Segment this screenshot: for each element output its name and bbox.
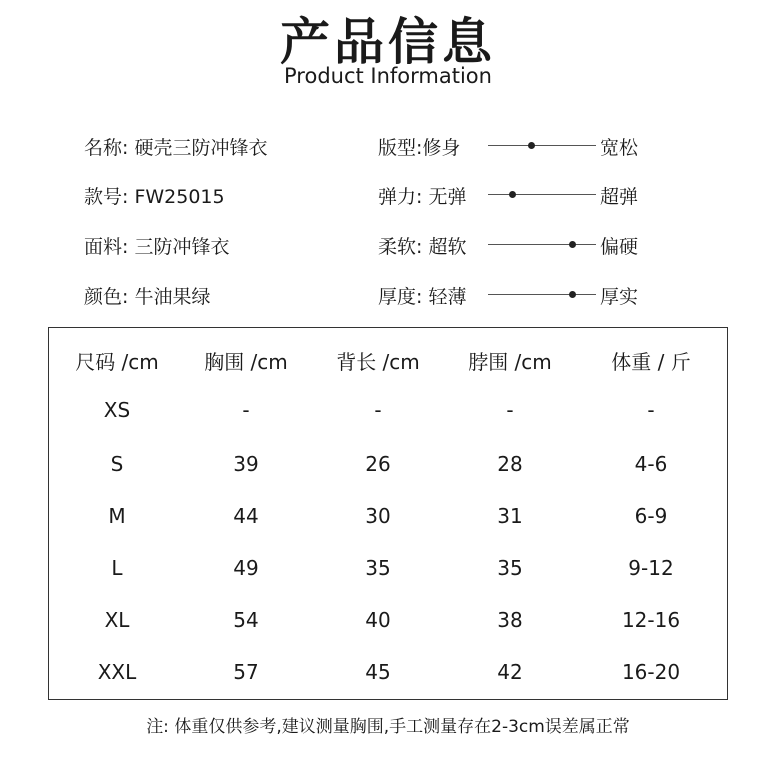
info-style-number bbox=[84, 182, 225, 209]
table-header-cell: 脖围 /cm bbox=[468, 350, 552, 374]
table-cell: XS bbox=[103, 398, 131, 422]
info-fabric-value: 三防冲锋衣 bbox=[134, 236, 230, 258]
table-cell: S bbox=[110, 452, 124, 476]
attribute-softness bbox=[378, 232, 678, 262]
size-table bbox=[48, 327, 728, 700]
info-color-label: 颜色: bbox=[84, 286, 129, 308]
table-header-cell: 背长 /cm bbox=[336, 350, 420, 374]
table-cell: 9-12 bbox=[628, 556, 674, 580]
attribute-thickness-marker bbox=[569, 291, 576, 298]
attribute-elasticity-track bbox=[488, 194, 596, 195]
table-cell: 54 bbox=[233, 608, 259, 632]
table-cell: - bbox=[242, 398, 250, 422]
attribute-elasticity bbox=[378, 182, 678, 212]
attribute-softness-high: 偏硬 bbox=[600, 236, 639, 258]
table-cell: 28 bbox=[497, 452, 523, 476]
table-cell: 39 bbox=[233, 452, 259, 476]
attribute-softness-marker bbox=[569, 241, 576, 248]
table-cell: 42 bbox=[497, 660, 523, 684]
table-header-cell: 体重 / 斤 bbox=[611, 350, 691, 374]
table-cell: XL bbox=[104, 608, 130, 632]
table-header-cell: 尺码 /cm bbox=[75, 350, 159, 374]
table-cell: 16-20 bbox=[621, 660, 681, 684]
attribute-fit-track bbox=[488, 145, 596, 146]
page-title: 产品信息 bbox=[280, 13, 496, 71]
info-style-number-value: FW25015 bbox=[134, 186, 225, 208]
table-cell: - bbox=[506, 398, 514, 422]
table-cell: 35 bbox=[365, 556, 391, 580]
attribute-elasticity-label: 弹力: 无弹 bbox=[378, 186, 467, 208]
table-cell: 38 bbox=[497, 608, 523, 632]
table-cell: 44 bbox=[233, 504, 259, 528]
page-subtitle: Product Information bbox=[284, 64, 492, 88]
attribute-fit-high: 宽松 bbox=[600, 137, 639, 159]
table-cell: L bbox=[111, 556, 123, 580]
attribute-thickness-high: 厚实 bbox=[600, 286, 639, 308]
table-cell: XXL bbox=[97, 660, 137, 684]
table-cell: 49 bbox=[233, 556, 259, 580]
table-cell: M bbox=[108, 504, 126, 528]
info-color-value: 牛油果绿 bbox=[134, 286, 211, 308]
table-cell: 4-6 bbox=[634, 452, 668, 476]
table-cell: 6-9 bbox=[634, 504, 668, 528]
info-style-number-label: 款号: bbox=[84, 186, 129, 208]
info-name-value: 硬壳三防冲锋衣 bbox=[134, 137, 268, 159]
table-cell: 31 bbox=[497, 504, 523, 528]
table-cell: 12-16 bbox=[621, 608, 681, 632]
table-cell: 30 bbox=[365, 504, 391, 528]
attribute-fit bbox=[378, 133, 678, 163]
info-fabric-label: 面料: bbox=[84, 236, 129, 258]
attribute-softness-track bbox=[488, 244, 596, 245]
info-fabric bbox=[84, 232, 229, 259]
table-cell: 57 bbox=[233, 660, 259, 684]
attribute-thickness-track bbox=[488, 294, 596, 295]
table-cell: 35 bbox=[497, 556, 523, 580]
footnote: 注: 体重仅供参考,建议测量胸围,手工测量存在2-3cm误差属正常 bbox=[146, 717, 630, 737]
info-name-label: 名称: bbox=[84, 137, 129, 159]
attribute-thickness bbox=[378, 282, 678, 312]
table-cell: - bbox=[647, 398, 655, 422]
attribute-fit-marker bbox=[528, 142, 535, 149]
table-cell: - bbox=[374, 398, 382, 422]
attribute-elasticity-high: 超弹 bbox=[600, 186, 639, 208]
attribute-thickness-label: 厚度: 轻薄 bbox=[378, 286, 467, 308]
table-cell: 45 bbox=[365, 660, 391, 684]
table-header-cell: 胸围 /cm bbox=[204, 350, 288, 374]
attribute-elasticity-marker bbox=[509, 191, 516, 198]
attribute-fit-label: 版型:修身 bbox=[378, 137, 461, 159]
info-color bbox=[84, 282, 210, 309]
info-name bbox=[84, 133, 267, 160]
table-cell: 40 bbox=[365, 608, 391, 632]
attribute-softness-label: 柔软: 超软 bbox=[378, 236, 467, 258]
table-cell: 26 bbox=[365, 452, 391, 476]
